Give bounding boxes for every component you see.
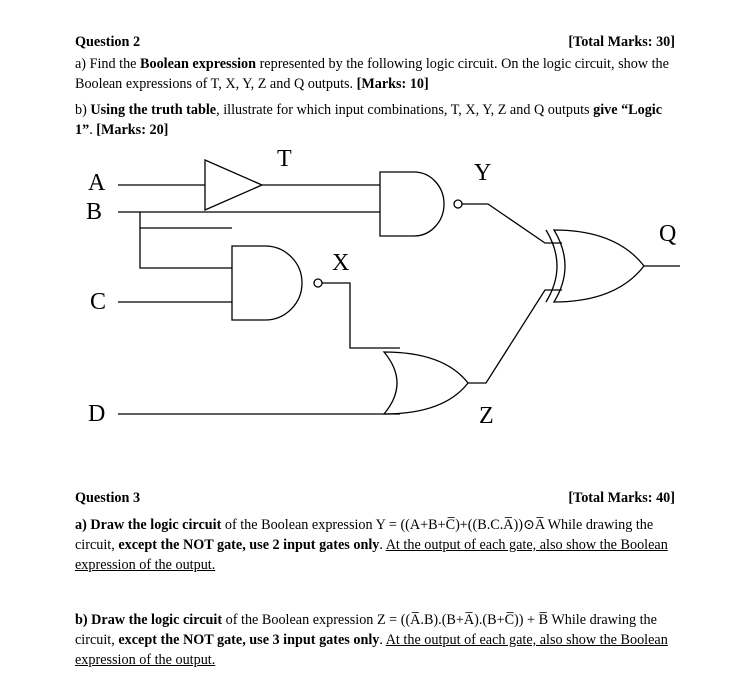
q3a-line1: a) Draw the logic circuit of the Boolean expression Y = ((A+B+C̅)+((B.C.A̅))⊙A̅ While drawing the (75, 517, 654, 533)
q3a-line2: circuit, except the NOT gate, use 2 input gates only. At the output of each gate, also show the Boolean (75, 537, 668, 553)
q3a-line3: expression of the output. (75, 557, 216, 573)
output-x-label: X (332, 250, 350, 276)
q2a-line2: Boolean expressions of T, X, Y, Z and Q outputs. [Marks: 10] (75, 76, 429, 92)
q2-title: Question 2 (75, 34, 141, 50)
output-t-label: T (277, 146, 292, 172)
output-q-label: Q (659, 221, 677, 247)
q3b-line3: expression of the output. (75, 652, 216, 668)
input-c-label: C (90, 289, 107, 315)
wire-y (462, 204, 562, 243)
input-b-label: B (86, 199, 103, 225)
q3b-line2: circuit, except the NOT gate, use 3 input gates only. At the output of each gate, also show the Boolean (75, 632, 668, 648)
buffer-gate-t (205, 160, 262, 210)
q2-total-marks: [Total Marks: 30] (568, 34, 675, 50)
q3a-expression: ((A+B+C̅)+((B.C.A̅))⊙A̅ (400, 517, 545, 533)
q3b-line1: b) Draw the logic circuit of the Boolean expression Z = ((A̅.B).(B+A̅).(B+C̅)) + B̅ While drawing the (75, 612, 657, 628)
output-y-label: Y (474, 160, 492, 186)
q3-total-marks: [Total Marks: 40] (568, 490, 675, 506)
wire-z (468, 290, 562, 383)
nand-gate-y (380, 172, 444, 236)
q3-title: Question 3 (75, 490, 141, 506)
q3b-expression: ((A̅.B).(B+A̅).(B+C̅)) + B̅ (400, 612, 549, 628)
wire-x (322, 283, 400, 348)
input-a-label: A (88, 170, 106, 196)
xor-gate-q (554, 230, 644, 302)
or-gate-z (384, 352, 468, 414)
q2b-line2: 1”. [Marks: 20] (75, 122, 169, 138)
nand-gate-x (232, 246, 302, 320)
input-d-label: D (88, 401, 106, 427)
q2b-line1: b) Using the truth table, illustrate for which input combinations, T, X, Y, Z and Q outputs give “Logic (75, 102, 663, 118)
output-z-label: Z (479, 403, 494, 429)
q2a-line1: a) Find the Boolean expression represented by the following logic circuit. On the logic circuit, show the (75, 56, 669, 72)
